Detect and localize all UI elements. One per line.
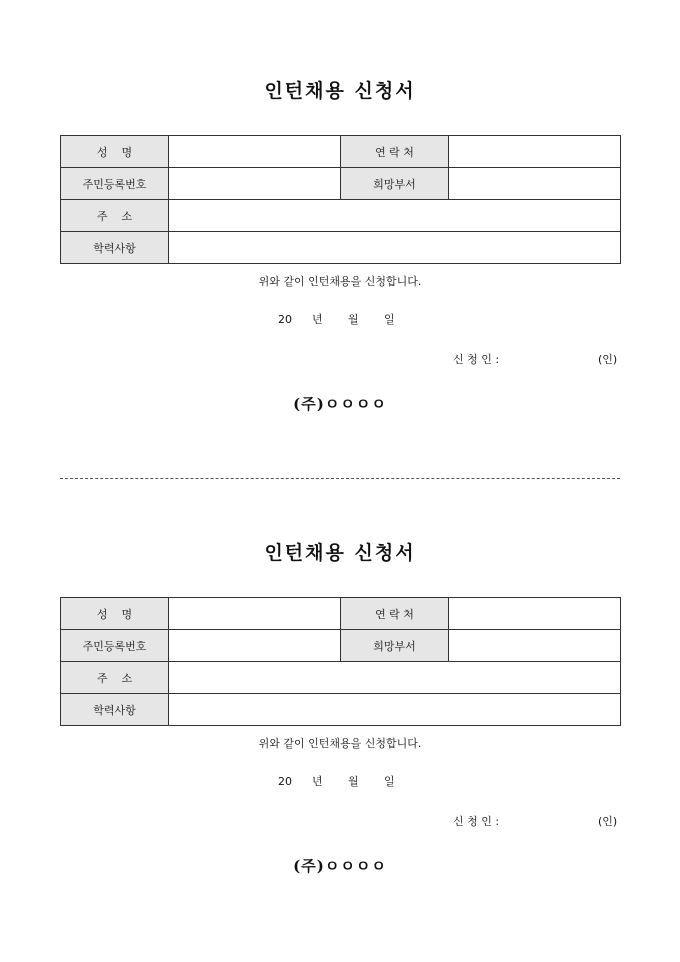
company-name: (주)ㅇㅇㅇㅇ xyxy=(293,395,387,413)
address-label: 주 소 xyxy=(61,662,169,694)
applicant-info-table xyxy=(60,597,621,726)
department-label: 희망부서 xyxy=(341,168,449,200)
day-unit: 일 xyxy=(384,313,395,326)
address-label: 주 소 xyxy=(61,200,169,232)
month-unit: 월 xyxy=(348,313,359,326)
education-label: 학력사항 xyxy=(61,232,169,264)
day-unit: 일 xyxy=(384,775,395,788)
year-unit: 년 xyxy=(312,775,323,788)
year-prefix: 20 xyxy=(278,313,292,326)
seal-label: (인) xyxy=(598,815,618,828)
name-label: 성 명 xyxy=(61,136,169,168)
contact-field[interactable] xyxy=(449,136,621,168)
department-field[interactable] xyxy=(449,168,621,200)
month-unit: 월 xyxy=(348,775,359,788)
address-field[interactable] xyxy=(169,662,621,694)
contact-field[interactable] xyxy=(449,598,621,630)
seal-label: (인) xyxy=(598,353,618,366)
applicant-label: 신 청 인 : xyxy=(453,353,500,366)
contact-label: 연 락 처 xyxy=(341,598,449,630)
year-unit: 년 xyxy=(312,313,323,326)
form-title: 인턴채용 신청서 xyxy=(264,542,416,564)
applicant-label: 신 청 인 : xyxy=(453,815,500,828)
year-prefix: 20 xyxy=(278,775,292,788)
name-field[interactable] xyxy=(169,136,341,168)
education-label: 학력사항 xyxy=(61,694,169,726)
department-label: 희망부서 xyxy=(341,630,449,662)
resident-number-field[interactable] xyxy=(169,168,341,200)
address-field[interactable] xyxy=(169,200,621,232)
name-field[interactable] xyxy=(169,598,341,630)
date-line xyxy=(278,773,395,789)
resident-number-field[interactable] xyxy=(169,630,341,662)
application-form xyxy=(0,0,680,430)
confirm-statement: 위와 같이 인턴채용을 신청합니다. xyxy=(258,275,422,288)
company-name: (주)ㅇㅇㅇㅇ xyxy=(293,857,387,875)
applicant-info-table xyxy=(60,135,621,264)
name-label: 성 명 xyxy=(61,598,169,630)
date-line xyxy=(278,311,395,327)
education-field[interactable] xyxy=(169,694,621,726)
confirm-statement: 위와 같이 인턴채용을 신청합니다. xyxy=(258,737,422,750)
resident-number-label: 주민등록번호 xyxy=(61,630,169,662)
contact-label: 연 락 처 xyxy=(341,136,449,168)
form-title: 인턴채용 신청서 xyxy=(264,80,416,102)
application-form xyxy=(0,462,680,892)
resident-number-label: 주민등록번호 xyxy=(61,168,169,200)
department-field[interactable] xyxy=(449,630,621,662)
education-field[interactable] xyxy=(169,232,621,264)
